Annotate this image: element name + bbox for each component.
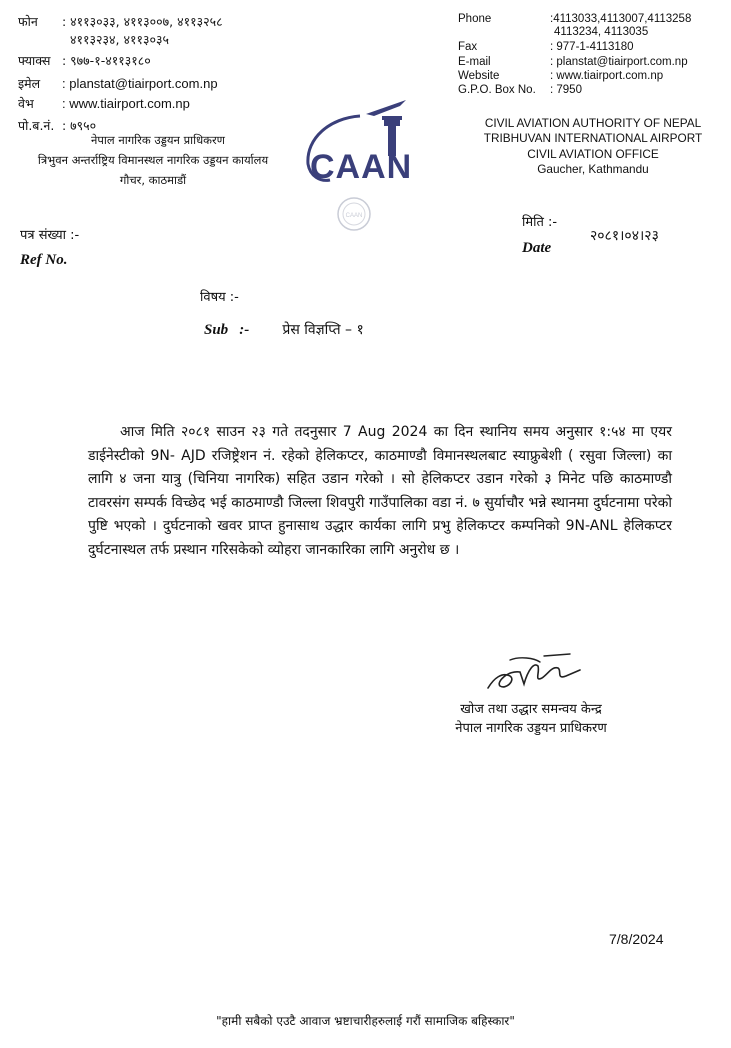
phone-label-np: फोन (18, 14, 38, 29)
signature-line1: खोज तथा उद्धार समन्वय केन्द्र (460, 702, 602, 717)
signature-scribble (480, 648, 590, 700)
po-label-np: पो.ब.नं. (18, 118, 55, 133)
org-en-line2: TRIBHUVAN INTERNATIONAL AIRPORT (483, 131, 703, 146)
signature-line2: नेपाल नागरिक उड्डयन प्राधिकरण (455, 720, 607, 736)
ref-label-np: पत्र संख्या :- (20, 228, 80, 243)
logo-text: CAAN (310, 148, 413, 186)
org-name-en (462, 116, 724, 177)
fax-label-np: फ्याक्स (18, 53, 51, 68)
phone-label-en: Phone (458, 13, 492, 25)
email-label-np: इमेल (18, 76, 41, 91)
date-label-en: Date (522, 240, 552, 256)
header-english (458, 12, 726, 102)
email-value-np: : planstat@tiairport.com.np (62, 76, 218, 91)
subject-label-np: विषय :- (200, 290, 239, 305)
web-label-np: वेभ (18, 96, 34, 111)
subject-row (204, 319, 364, 339)
org-np-line2: त्रिभुवन अन्तर्राष्ट्रिय विमानस्थल नागरिक उड्डयन कार्यालय (37, 153, 269, 167)
subject-label-en: Sub (204, 322, 229, 338)
footer-slogan: "हामी सबैको एउटै आवाज भ्रष्टाचारीहरुलाई गरौं सामाजिक बहिस्कार" (216, 1014, 515, 1028)
org-np-line1: नेपाल नागरिक उड्डयन प्राधिकरण (90, 133, 225, 147)
signature-block (436, 701, 626, 739)
web-value-np: : www.tiairport.com.np (62, 96, 190, 111)
phone-line2-np: ४११३२३४, ४११३०३५ (70, 32, 169, 47)
signature-icon (480, 648, 590, 700)
po-label-en: G.P.O. Box No. (458, 84, 536, 96)
po-value-np: : ७९५० (62, 118, 97, 133)
org-en-line1: CIVIL AVIATION AUTHORITY OF NEPAL (484, 116, 702, 130)
ref-label-en: Ref No. (20, 252, 68, 268)
phone-line1-np: : ४११३०३३, ४११३००७, ४११३२५८ (62, 14, 223, 29)
email-label-en: E-mail (458, 56, 491, 68)
seal-text: CAAN (345, 213, 363, 219)
web-label-en: Website (458, 70, 500, 82)
org-np-line3: गौचर, काठमाडौं (119, 173, 187, 187)
body-paragraph: आज मिति २०८१ साउन २३ गते तदनुसार 7 Aug 2024 का दिन स्थानिय समय अनुसार १:५४ मा एयर डाईनेस्टीको 9N- AJD रजिष्ट्रेशन नं. रहेको हेलिकप्टर, काठमाण्डौ विमानस्थलबाट स्याफ्रुबेशी ( रसुवा जिल्ला) का लागि ४ जना यात्रु (चिनिया नागरिक) सहित उडान गरेको । सो हेलिकप्टर उडान गरेको ३ मिनेट पछि काठमाण्डौ टावरसंग सम्पर्क विच्छेद भई काठमाण्डौ जिल्ला शिवपुरी गाउँपालिका वडा नं. ७ सुर्याचौर भन्ने स्थानमा दुर्घटनामा परेको पुष्टि भएको । दुर्घटनाको खवर प्राप्त हुनासाथ उद्धार कार्यका लागि प्रभु हेलिकप्टर कम्पनिको 9N-ANL हेलिकप्टर दुर्घटनास्थल तर्फ प्रस्थान गरिसकेको व्योहरा जानकारिका लागि अनुरोध छ । (88, 424, 672, 558)
fax-value-np: : ९७७-१-४११३१८० (62, 53, 151, 68)
web-value-en: : www.tiairport.com.np (550, 70, 664, 82)
footer-date: 7/8/2024 (609, 931, 664, 947)
po-value-en: : 7950 (550, 84, 582, 96)
subject-label-sep: :- (239, 322, 250, 338)
org-en-line4: Gaucher, Kathmandu (537, 161, 649, 176)
date-label-np: मिति :- (522, 215, 558, 230)
subject-text: प्रेस विज्ञप्ति – १ (282, 322, 364, 338)
fax-label-en: Fax (458, 41, 478, 53)
phone-line1-en: :4113033,4113007,4113258 (550, 13, 692, 25)
email-value-en: : planstat@tiairport.com.np (550, 56, 688, 68)
phone-line2-en: 4113234, 4113035 (554, 26, 649, 38)
caan-logo (296, 94, 428, 234)
date-value: २०८१।०४।२३ (590, 228, 659, 244)
org-name-np (18, 130, 288, 190)
fax-value-en: : 977-1-4113180 (550, 41, 634, 53)
org-en-line3: CIVIL AVIATION OFFICE (527, 146, 659, 161)
